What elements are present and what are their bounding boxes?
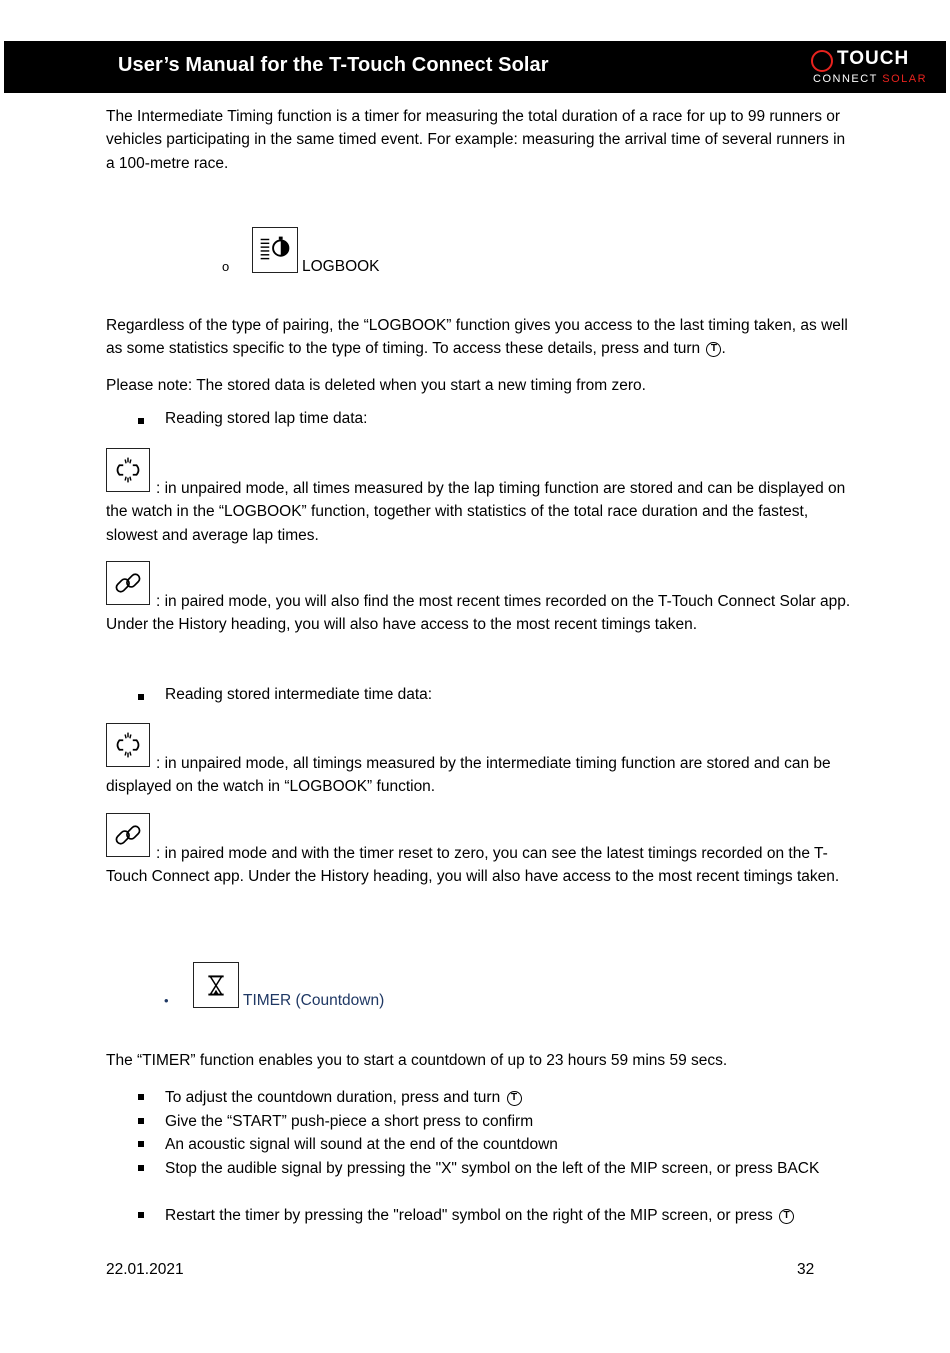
brand-logo bbox=[807, 46, 941, 90]
timer-list-item: Stop the audible signal by pressing the "X" symbol on the left of the MIP screen, or press BACK bbox=[165, 1160, 820, 1177]
lap-bullet bbox=[138, 418, 144, 424]
timer-item-text: To adjust the countdown duration, press and turn bbox=[165, 1089, 501, 1106]
logo-solar-text: SOLAR bbox=[882, 73, 928, 85]
timer-list-bullet bbox=[138, 1165, 144, 1171]
hourglass-icon bbox=[193, 962, 239, 1008]
logo-connect-text: CONNECT bbox=[813, 73, 878, 85]
timer-intro: The “TIMER” function enables you to start a countdown of up to 23 hours 59 mins 59 secs. bbox=[106, 1052, 728, 1069]
logo-subtitle bbox=[813, 73, 927, 85]
intro-paragraph: The Intermediate Timing function is a timer for measuring the total duration of a race for up to 99 runners or vehicles participating in the same timed event. For example: measuring the arrival time of several runners in a 100-metre race. bbox=[106, 108, 846, 172]
logbook-icon bbox=[252, 227, 298, 273]
crown-icon: T bbox=[706, 342, 721, 357]
lap-paired-text: : in paired mode, you will also find the most recent times recorded on the T-Touch Connect Solar app. Under the History heading, you will also have access to the most recent timings taken. bbox=[106, 593, 851, 634]
timer-bullet: • bbox=[164, 993, 169, 1008]
crown-icon: T bbox=[779, 1209, 794, 1224]
intermediate-bullet bbox=[138, 694, 144, 700]
logbook-description-text: Regardless of the type of pairing, the “LOGBOOK” function gives you access to the last timing taken, as well as some statistics specific to the type of timing. To access these details, press and turn bbox=[106, 317, 848, 358]
timer-list-bullet bbox=[138, 1212, 144, 1218]
intermediate-unpaired-text: : in unpaired mode, all timings measured by the intermediate timing function are stored and can be displayed on the watch in “LOGBOOK” function. bbox=[106, 755, 831, 796]
logbook-note: Please note: The stored data is deleted when you start a new timing from zero. bbox=[106, 377, 646, 394]
intermediate-paired-text: : in paired mode and with the timer reset to zero, you can see the latest timings recorded on the T-Touch Connect app. Under the History heading, you will also have access to the most recent timings taken. bbox=[106, 845, 840, 886]
timer-list-item bbox=[165, 1086, 845, 1109]
timer-list-item: An acoustic signal will sound at the end of the countdown bbox=[165, 1136, 558, 1153]
logbook-description-end: . bbox=[721, 340, 726, 358]
timer-list-bullet bbox=[138, 1141, 144, 1147]
document-title: User’s Manual for the T-Touch Connect Solar bbox=[118, 54, 549, 76]
logo-ring-icon bbox=[811, 50, 833, 72]
footer-page-number: 32 bbox=[797, 1261, 815, 1278]
document-header bbox=[4, 41, 946, 93]
timer-list-item bbox=[165, 1204, 855, 1227]
timer-list-item: Give the “START” push-piece a short press to confirm bbox=[165, 1113, 534, 1130]
footer-date: 22.01.2021 bbox=[106, 1261, 184, 1278]
crown-icon: T bbox=[507, 1091, 522, 1106]
lap-unpaired-text: : in unpaired mode, all times measured by the lap timing function are stored and can be displayed on the watch in the “LOGBOOK” function, together with statistics of the total race duration and the fastest, slowest and average lap times. bbox=[106, 480, 846, 544]
timer-list-bullet bbox=[138, 1094, 144, 1100]
lap-heading: Reading stored lap time data: bbox=[165, 410, 368, 427]
timer-list-bullet bbox=[138, 1118, 144, 1124]
intermediate-heading: Reading stored intermediate time data: bbox=[165, 686, 433, 703]
logbook-bullet: o bbox=[222, 259, 230, 274]
logo-wordmark: TOUCH bbox=[837, 48, 910, 69]
logbook-heading: LOGBOOK bbox=[302, 258, 380, 275]
timer-item-text: Restart the timer by pressing the "reload" symbol on the right of the MIP screen, or press bbox=[165, 1207, 773, 1224]
timer-heading: TIMER (Countdown) bbox=[243, 992, 385, 1009]
logbook-description bbox=[106, 314, 851, 361]
